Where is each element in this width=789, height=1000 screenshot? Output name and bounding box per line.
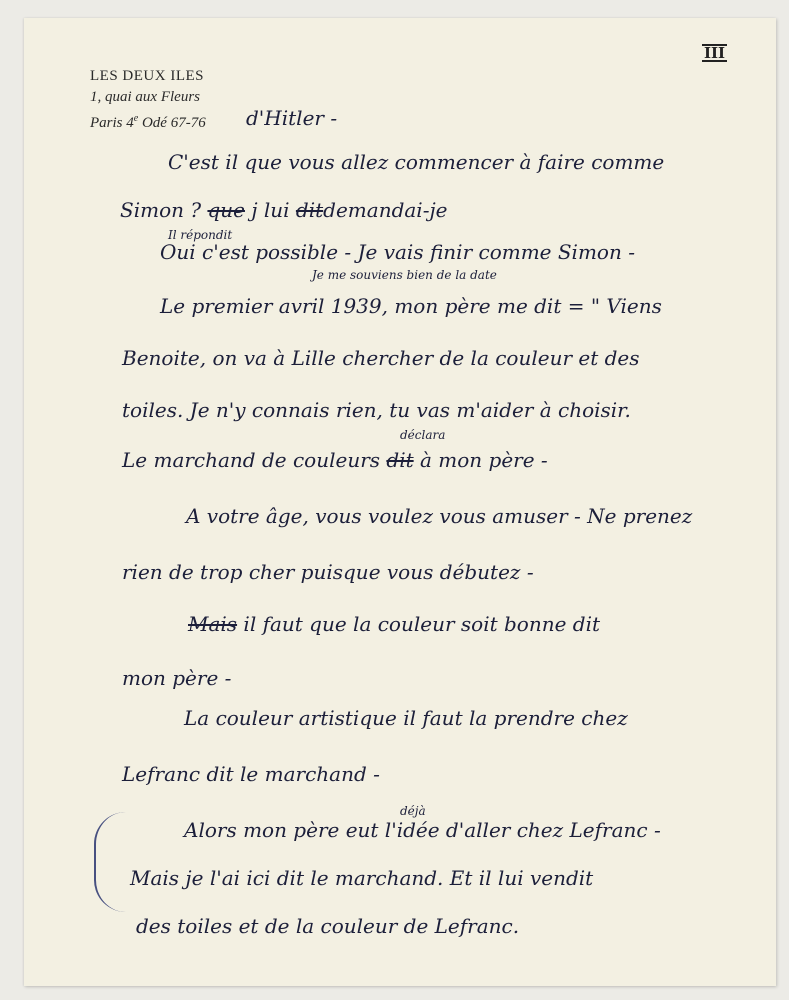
handwritten-line (188, 612, 600, 636)
handwritten-insertion: Je me souviens bien de la date (312, 268, 497, 282)
handwritten-line: rien de trop cher puisque vous débutez - (122, 560, 534, 584)
handwritten-line (120, 198, 448, 222)
letterhead-city-line (90, 108, 206, 134)
crossed-out-word: dit (386, 448, 414, 472)
handwritten-line: mon père - (122, 666, 232, 690)
letterhead-city: Paris 4 (90, 115, 134, 131)
handwritten-line: La couleur artistique il faut la prendre chez (184, 706, 628, 730)
letterhead-name: LES DEUX ILES (90, 68, 204, 84)
handwritten-word: demandai-je (323, 198, 448, 222)
handwritten-line: d'Hitler - (246, 106, 338, 130)
handwritten-word: il faut que la couleur soit bonne dit (243, 612, 601, 636)
handwritten-line: toiles. Je n'y connais rien, tu vas m'aider à choisir. (122, 398, 631, 422)
handwritten-word: à mon père - (420, 448, 548, 472)
handwritten-line: Lefranc dit le marchand - (122, 762, 380, 786)
handwritten-insertion: déclara (400, 428, 446, 442)
handwritten-line: des toiles et de la couleur de Lefranc. (136, 914, 520, 938)
handwritten-line: Benoite, on va à Lille chercher de la couleur et des (122, 346, 640, 370)
handwritten-line: C'est il que vous allez commencer à faire comme (168, 150, 665, 174)
handwritten-line (122, 448, 548, 472)
letterhead-city-suffix: e (133, 113, 139, 124)
handwritten-word: Le marchand de couleurs (122, 448, 381, 472)
crossed-out-word: que (207, 198, 245, 222)
handwritten-insertion: déjà (400, 804, 426, 818)
margin-bracket (94, 812, 126, 912)
handwritten-word: Simon ? (120, 198, 202, 222)
crossed-out-word: Mais (188, 612, 238, 636)
handwritten-line: Mais je l'ai ici dit le marchand. Et il lui vendit (130, 866, 594, 890)
handwritten-line: Oui c'est possible - Je vais finir comme Simon - (160, 240, 635, 264)
handwritten-line: Le premier avril 1939, mon père me dit = " Viens (160, 294, 662, 318)
page-number: III (704, 44, 726, 62)
letterhead-address: 1, quai aux Fleurs (90, 89, 200, 105)
letterhead (90, 66, 206, 134)
handwritten-word: j lui (251, 198, 290, 222)
crossed-out-word: dit (295, 198, 324, 222)
handwritten-line: A votre âge, vous voulez vous amuser - Ne prenez (186, 504, 693, 528)
handwritten-insertion: Il répondit (168, 228, 233, 242)
letterhead-phone: Odé 67-76 (141, 115, 206, 131)
handwritten-line: Alors mon père eut l'idée d'aller chez Lefranc - (184, 818, 661, 842)
